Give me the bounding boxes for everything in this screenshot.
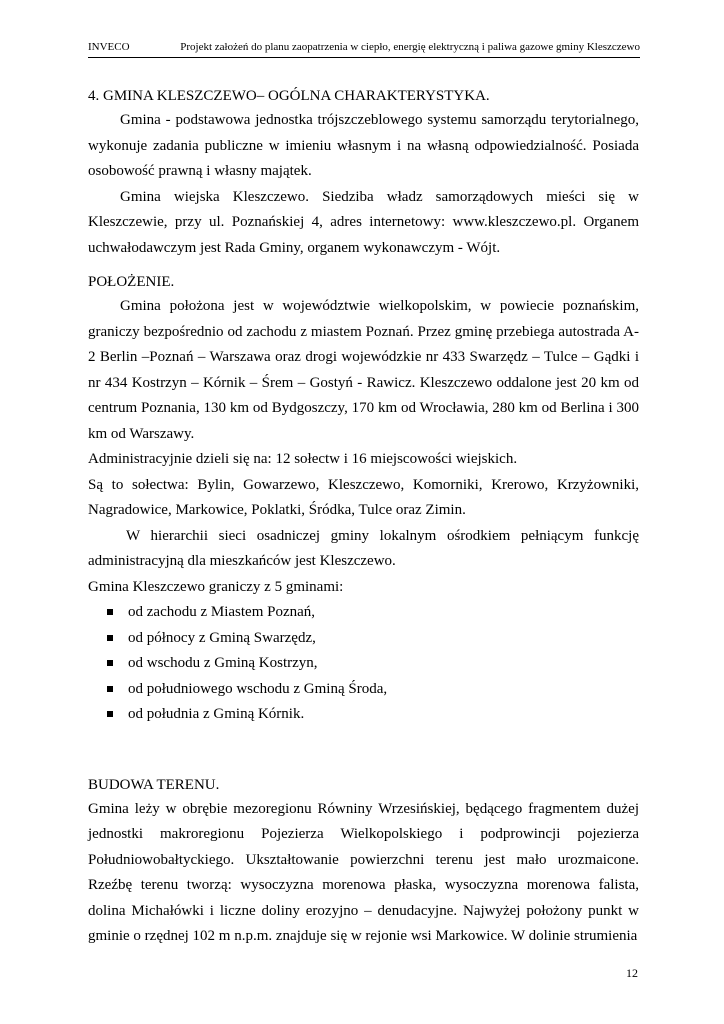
- terrain-title: BUDOWA TERENU.: [88, 776, 220, 793]
- page-number: 12: [626, 966, 638, 980]
- square-bullet-icon: [107, 686, 113, 692]
- square-bullet-icon: [107, 660, 113, 666]
- list-item: od południowego wschodu z Gminą Środa,: [88, 677, 639, 703]
- document-body: [88, 84, 639, 950]
- list-item: od wschodu z Gminą Kostrzyn,: [88, 651, 639, 677]
- terrain-paragraph: Gmina leży w obrębie mezoregionu Równiny Wrzesińskiej, będącego fragmentem dużej jednostki makroregionu Pojezierza Wielkopolskiego i podprowincji pojezierza Południowobałtyckiego. Ukształtowanie powierzchni terenu jest mało urozmaicone. Rzeźbę terenu tworzą: wysoczyzna morenowa płaska, wysoczyzna morenowa falista, dolina Michałówki i liczne doliny erozyjno – denudacyjne. Najwyżej położony punkt w gminie o rzędnej 102 m n.p.m. znajduje się w rejonie wsi Markowice. W dolinie strumienia: [88, 800, 639, 944]
- square-bullet-icon: [107, 711, 113, 717]
- admin-division-line: Administracyjnie dzieli się na: 12 sołectw i 16 miejscowości wiejskich.: [88, 451, 518, 467]
- borders-list: [88, 600, 639, 728]
- borders-intro: Gmina Kleszczewo graniczy z 5 gminami:: [88, 578, 344, 595]
- intro-paragraph-2: Gmina wiejska Kleszczewo. Siedziba władz samorządowych mieści się w Kleszczewie, przy ul. Poznańskiej 4, adres internetowy: www.kleszczewo.pl. Organem uchwałodawczym jest Rada Gminy, organem wykonawczym - Wójt.: [88, 188, 639, 256]
- solectwa-paragraph: Są to sołectwa: Bylin, Gowarzewo, Kleszczewo, Komorniki, Krerowo, Krzyżowniki, Nagradowice, Markowice, Poklatki, Śródka, Tulce oraz Zimin.: [88, 476, 639, 518]
- location-title: POŁOŻENIE.: [88, 274, 175, 290]
- intro-paragraph-1: Gmina - podstawowa jednostka trójszczeblowego systemu samorządu terytorialnego, wykonuje zadania publiczne w imieniu własnym i na własną odpowiedzialność. Posiada osobowość prawną i własny majątek.: [88, 112, 639, 179]
- hierarchy-paragraph: W hierarchii sieci osadniczej gminy lokalnym ośrodkiem pełniącym funkcję administracyjną dla mieszkańców jest Kleszczewo.: [88, 527, 639, 569]
- list-item: od zachodu z Miastem Poznań,: [88, 600, 639, 626]
- location-paragraph: Gmina położona jest w województwie wielkopolskim, w powiecie poznańskim, graniczy bezpośrednio od zachodu z miastem Poznań. Przez gminę przebiega autostrada A-2 Berlin –Poznań – Warszawa oraz drogi wojewódzkie nr 433 Swarzędz – Tulce – Gądki i nr 434 Kostrzyn – Kórnik – Śrem – Gostyń - Rawicz. Kleszczewo oddalone jest 20 km od centrum Poznania, 130 km od Bydgoszczy, 170 km od Wrocławia, 280 km od Berlina i 300 km od Warszawy.: [88, 298, 639, 442]
- list-item: od północy z Gminą Swarzędz,: [88, 626, 639, 652]
- header-document-title: Projekt założeń do planu zaopatrzenia w ciepło, energię elektryczną i paliwa gazowe gminy Kleszczewo: [180, 41, 640, 53]
- square-bullet-icon: [107, 635, 113, 641]
- section-title: 4. GMINA KLESZCZEWO– OGÓLNA CHARAKTERYSTYKA.: [88, 88, 490, 104]
- page-header: [88, 40, 640, 58]
- header-company: INVECO: [88, 41, 130, 53]
- list-item: od południa z Gminą Kórnik.: [88, 702, 639, 728]
- square-bullet-icon: [107, 609, 113, 615]
